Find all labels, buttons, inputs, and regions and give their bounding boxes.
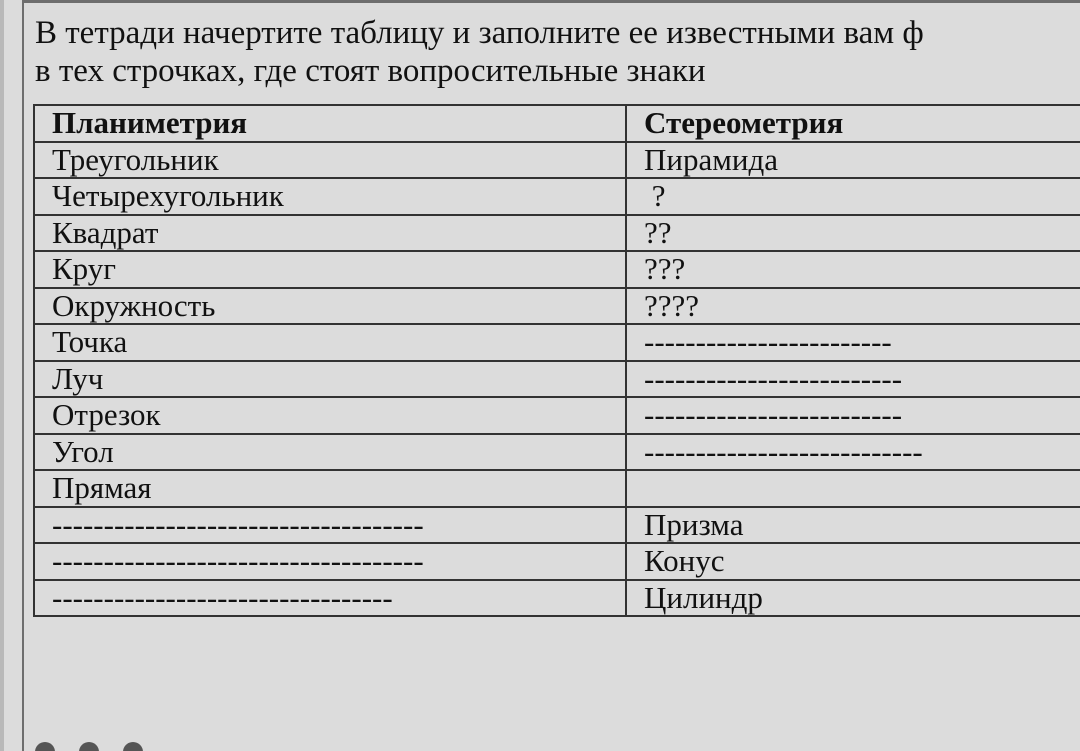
- stereometry-cell: Цилиндр: [626, 580, 1080, 617]
- instruction-text: [35, 14, 924, 90]
- planimetry-cell: ------------------------------------: [34, 543, 626, 580]
- planimetry-cell: Луч: [34, 361, 626, 398]
- planimetry-cell: Круг: [34, 251, 626, 288]
- cut-off-next-line: [35, 739, 195, 751]
- planimetry-cell: Четырехугольник: [34, 178, 626, 215]
- table-row: [34, 215, 1080, 252]
- table-row: [34, 507, 1080, 544]
- frame-left-border: [22, 0, 24, 751]
- stereometry-cell: Призма: [626, 507, 1080, 544]
- planimetry-cell: Угол: [34, 434, 626, 471]
- stereometry-cell: [626, 470, 1080, 507]
- stereometry-cell: -------------------------: [626, 397, 1080, 434]
- planimetry-cell: ---------------------------------: [34, 580, 626, 617]
- frame-top-border: [22, 0, 1080, 3]
- table-row: [34, 361, 1080, 398]
- table-row: [34, 324, 1080, 361]
- instruction-line-2: в тех строчках, где стоят вопросительные знаки: [35, 53, 706, 89]
- planimetry-cell: Окружность: [34, 288, 626, 325]
- page-edge: [0, 0, 4, 751]
- stereometry-cell: ???: [626, 251, 1080, 288]
- stereometry-cell: ??: [626, 215, 1080, 252]
- table-row: [34, 580, 1080, 617]
- header-planimetry: Планиметрия: [34, 105, 626, 142]
- table-row: [34, 288, 1080, 325]
- planimetry-cell: Треугольник: [34, 142, 626, 179]
- planimetry-cell: Квадрат: [34, 215, 626, 252]
- stereometry-cell: ????: [626, 288, 1080, 325]
- table-row: [34, 251, 1080, 288]
- comparison-table: [33, 104, 1080, 617]
- table-row: [34, 142, 1080, 179]
- table-row: [34, 397, 1080, 434]
- table-row: [34, 543, 1080, 580]
- table-header-row: [34, 105, 1080, 142]
- planimetry-cell: Точка: [34, 324, 626, 361]
- planimetry-cell: Прямая: [34, 470, 626, 507]
- planimetry-cell: Отрезок: [34, 397, 626, 434]
- stereometry-cell: Конус: [626, 543, 1080, 580]
- header-stereometry: Стереометрия: [626, 105, 1080, 142]
- stereometry-cell: ---------------------------: [626, 434, 1080, 471]
- table-row: [34, 470, 1080, 507]
- stereometry-cell: -------------------------: [626, 361, 1080, 398]
- instruction-line-1: В тетради начертите таблицу и заполните ее известными вам ф: [35, 15, 924, 51]
- stereometry-cell: ?: [626, 178, 1080, 215]
- stereometry-cell: Пирамида: [626, 142, 1080, 179]
- planimetry-cell: ------------------------------------: [34, 507, 626, 544]
- stereometry-cell: ------------------------: [626, 324, 1080, 361]
- table-row: [34, 178, 1080, 215]
- table-row: [34, 434, 1080, 471]
